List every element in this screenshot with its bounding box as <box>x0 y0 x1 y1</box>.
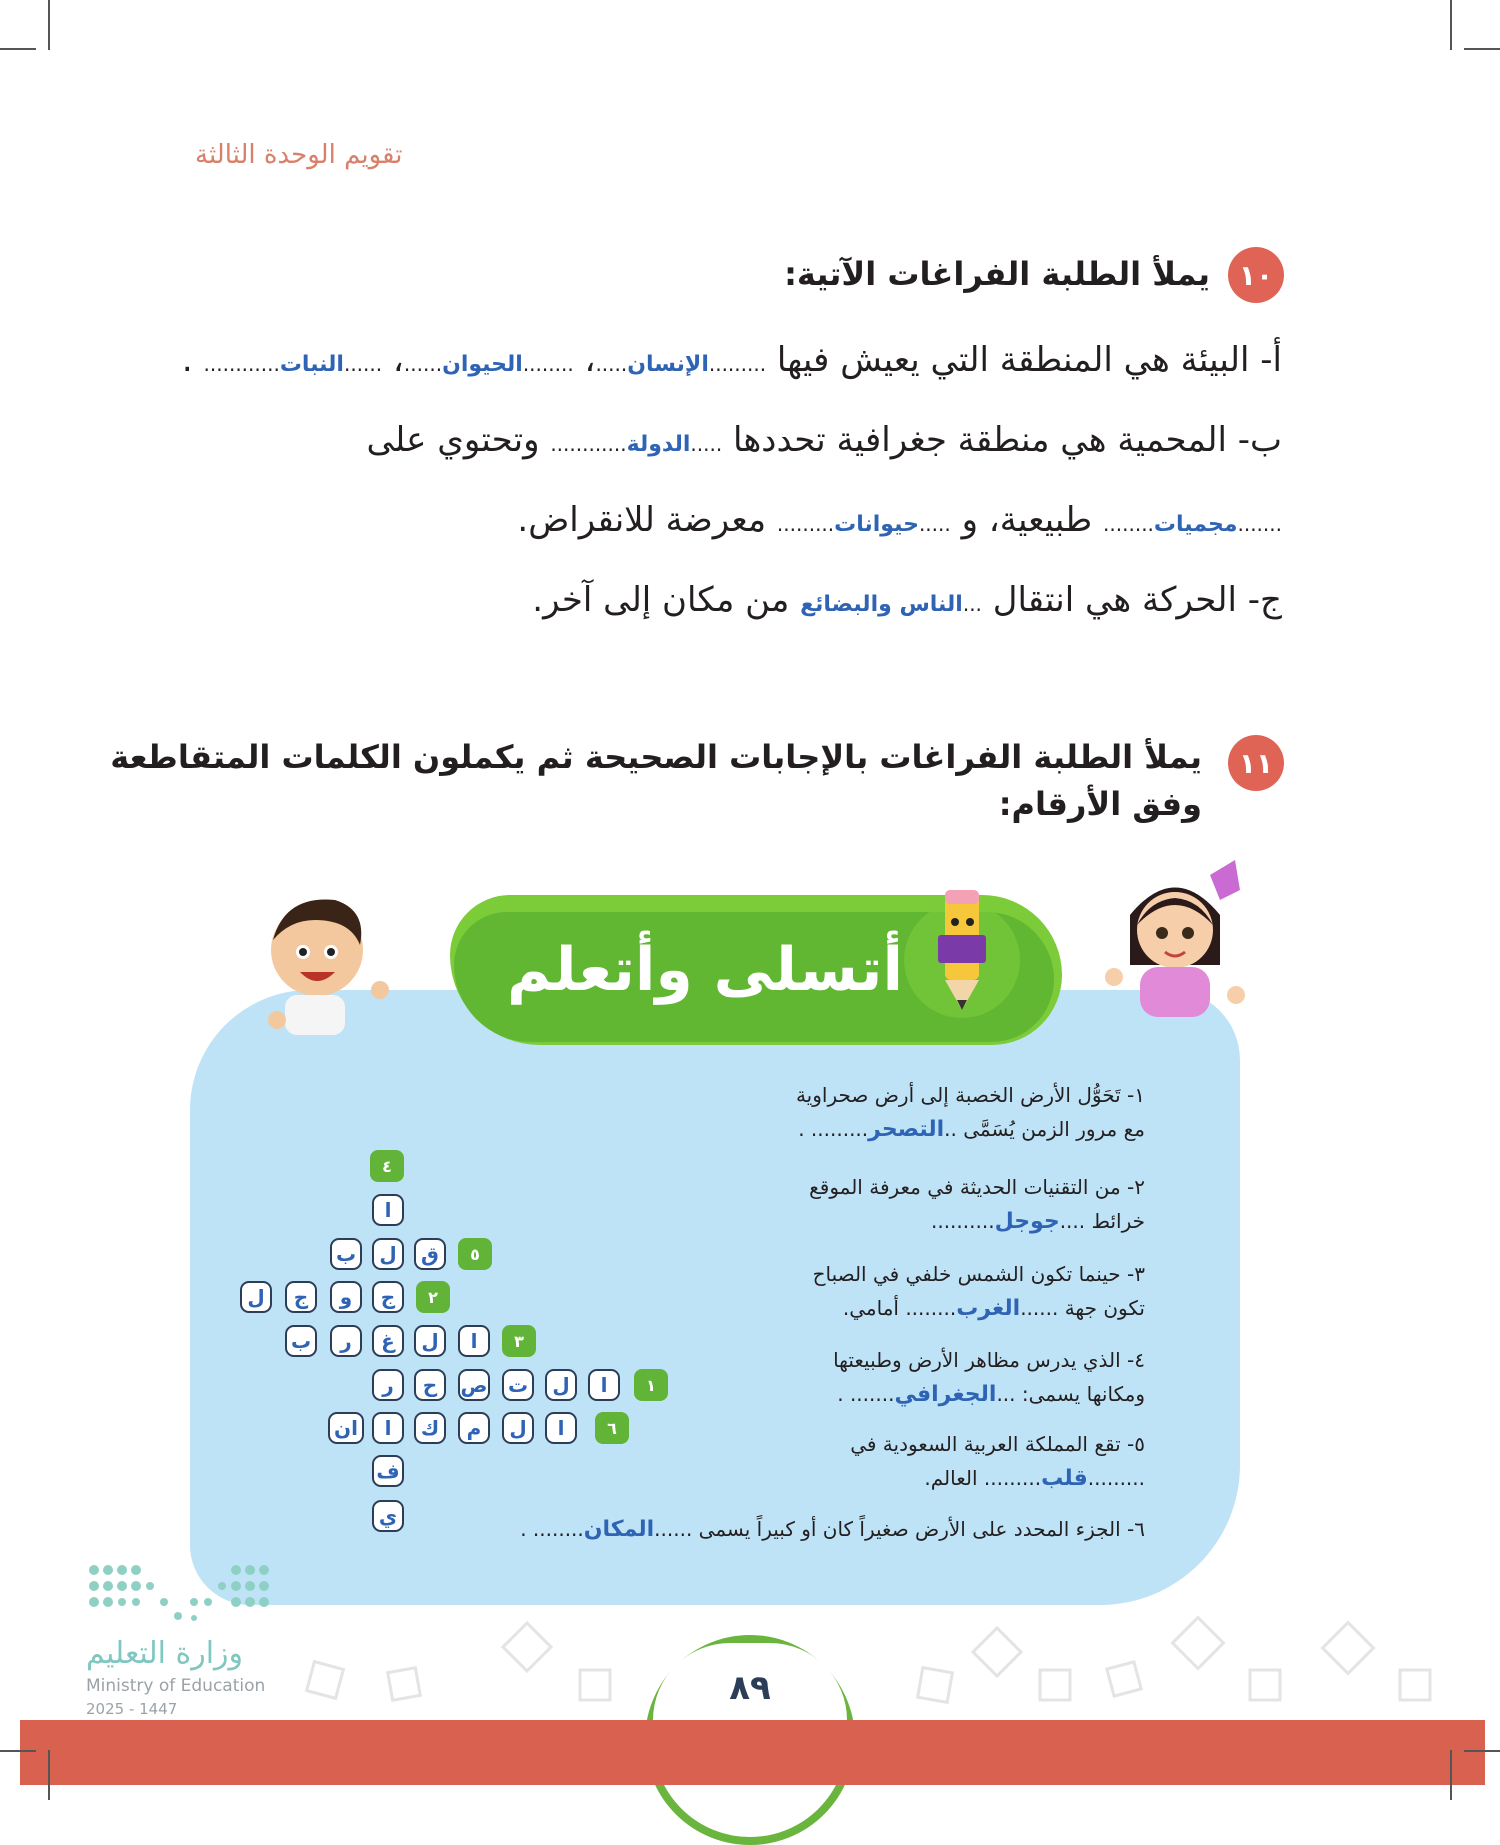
ministry-name-en: Ministry of Education <box>86 1676 266 1696</box>
question-title-line2: وفق الأرقام: <box>998 785 1202 823</box>
clue-6: ٦- الجزء المحدد على الأرض صغيراً كان أو كبيراً يسمى ......المكان........ . <box>520 1517 1145 1542</box>
crossword-cell[interactable]: ج <box>372 1281 404 1313</box>
ministry-year: 2025 - 1447 <box>86 1700 178 1718</box>
answer-plant: النبات <box>279 352 344 377</box>
crossword-cell[interactable]: غ <box>372 1325 404 1357</box>
crossword-number-tag: ١ <box>634 1369 668 1401</box>
crossword-cell[interactable]: ص <box>458 1369 490 1401</box>
crop-mark <box>0 48 36 50</box>
ministry-name-ar: وزارة التعليم <box>86 1636 244 1671</box>
clue-1-line1: ١- تَحَوُّل الأرض الخصبة إلى أرض صحراوية <box>795 1083 1145 1107</box>
footer-bar-front <box>20 1720 1485 1785</box>
sentence-b-suffix: معرضة للانقراض. <box>517 500 767 540</box>
crossword-cell[interactable]: ج <box>285 1281 317 1313</box>
clue-3-answer: الغرب <box>956 1296 1021 1321</box>
clue-5-answer: قلب <box>1041 1466 1088 1491</box>
clue-1: ١- تَحَوُّل الأرض الخصبة إلى أرض صحراوية مع مرور الزمن يُسَمَّى ..التصحر......... . <box>725 1078 1145 1147</box>
pencil-mascot-icon <box>900 880 1025 1030</box>
clue-2: ٢- من التقنيات الحديثة في معرفة الموقع خرائط ....جوجل.......... <box>725 1170 1145 1239</box>
clue-5-line2-end: العالم. <box>924 1466 978 1490</box>
question-title: يملأ الطلبة الفراغات الآتية: <box>784 255 1210 293</box>
crossword-cell[interactable]: ت <box>502 1369 534 1401</box>
crossword-cell[interactable]: ان <box>328 1412 364 1444</box>
clue-1-line2: مع مرور الزمن يُسَمَّى .. <box>944 1117 1145 1141</box>
clue-3-line1: ٣- حينما تكون الشمس خلفي في الصباح <box>812 1262 1145 1286</box>
question-title-line1: يملأ الطلبة الفراغات بالإجابات الصحيحة ثم يكملون الكلمات المتقاطعة <box>110 738 1202 776</box>
clue-3-line2-end: أمامي. <box>842 1296 899 1320</box>
crossword-cell[interactable]: ل <box>240 1281 272 1313</box>
answer-human: الإنسان <box>627 352 709 377</box>
decorative-pattern-icon <box>280 1610 1490 1720</box>
answer-people-goods: الناس والبضائع <box>800 592 963 617</box>
clue-6-text: ٦- الجزء المحدد على الأرض صغيراً كان أو كبيراً يسمى ...... <box>654 1517 1145 1541</box>
clue-4-line1: ٤- الذي يدرس مظاهر الأرض وطبيعتها <box>833 1348 1145 1372</box>
clue-2-line2: خرائط .... <box>1059 1209 1145 1233</box>
boy-character-icon <box>255 890 395 1040</box>
crop-mark <box>1450 0 1452 50</box>
activity-banner-title: أتسلى وأتعلم <box>506 935 904 1005</box>
clue-6-answer: المكان <box>583 1517 655 1542</box>
clue-5: ٥- تقع المملكة العربية السعودية في .........قلب......... العالم. <box>725 1427 1145 1496</box>
clue-1-answer: التصحر <box>868 1117 945 1142</box>
crossword-cell[interactable]: ا <box>545 1412 577 1444</box>
crossword-number-tag: ٦ <box>595 1412 629 1444</box>
sentence-a: أ- البيئة هي المنطقة التي يعيش فيها .........الإنسان.....، ........الحيوان......، ......النبات............ . <box>181 340 1282 380</box>
crossword-cell[interactable]: ف <box>372 1455 404 1487</box>
crossword-cell[interactable]: ب <box>330 1238 362 1270</box>
question-number-badge: ١١ <box>1228 735 1284 791</box>
crop-mark <box>1450 1750 1452 1800</box>
crossword-cell[interactable]: و <box>330 1281 362 1313</box>
crossword-cell[interactable]: ا <box>372 1194 404 1226</box>
crossword-cell[interactable]: ر <box>372 1369 404 1401</box>
crossword-cell[interactable]: ر <box>330 1325 362 1357</box>
sentence-c-text: ج- الحركة هي انتقال <box>992 580 1282 620</box>
sentence-a-text: أ- البيئة هي المنطقة التي يعيش فيها <box>776 340 1282 380</box>
answer-animal: الحيوان <box>442 352 523 377</box>
girl-character-icon <box>1100 855 1250 1025</box>
crossword-cell[interactable]: ل <box>372 1238 404 1270</box>
sentence-c: ج- الحركة هي انتقال ...الناس والبضائع من مكان إلى آخر. <box>532 580 1282 620</box>
crossword-cell[interactable]: ا <box>372 1412 404 1444</box>
crossword-cell[interactable]: ق <box>414 1238 446 1270</box>
sentence-b-middle: وتحتوي على <box>366 420 540 460</box>
clue-4-answer: الجغرافي <box>894 1382 997 1407</box>
running-head: تقويم الوحدة الثالثة <box>195 140 403 170</box>
crossword-cell[interactable]: ح <box>414 1369 446 1401</box>
sentence-b-line1: ب- المحمية هي منطقة جغرافية تحددها .....الدولة............ وتحتوي على <box>366 420 1282 460</box>
clue-5-line1: ٥- تقع المملكة العربية السعودية في <box>850 1432 1145 1456</box>
crop-mark <box>48 0 50 50</box>
crossword-cell[interactable]: ل <box>502 1412 534 1444</box>
crossword-cell[interactable]: ك <box>414 1412 446 1444</box>
clue-3-line2: تكون جهة ...... <box>1020 1296 1145 1320</box>
clue-4: ٤- الذي يدرس مظاهر الأرض وطبيعتها ومكانها يسمى: ...الجغرافي....... . <box>725 1343 1145 1412</box>
crossword-cell[interactable]: ب <box>285 1325 317 1357</box>
crossword-cell[interactable]: ل <box>414 1325 446 1357</box>
crossword-cell[interactable]: ا <box>588 1369 620 1401</box>
question-number-badge: ١٠ <box>1228 247 1284 303</box>
crossword-cell[interactable]: ل <box>545 1369 577 1401</box>
crossword-number-tag: ٤ <box>370 1150 404 1182</box>
ministry-logo-dots-icon <box>86 1560 276 1630</box>
crossword-number-tag: ٢ <box>416 1281 450 1313</box>
clue-3: ٣- حينما تكون الشمس خلفي في الصباح تكون جهة ......الغرب........ أمامي. <box>725 1257 1145 1326</box>
sentence-c-suffix: من مكان إلى آخر. <box>532 580 790 620</box>
crossword-number-tag: ٥ <box>458 1238 492 1270</box>
answer-animals: حيوانات <box>834 512 919 537</box>
sentence-b-text2: طبيعية، و <box>961 500 1093 540</box>
answer-groups: مجميات <box>1153 512 1238 537</box>
sentence-b-line2: .......مجميات........ طبيعية، و .....حيوانات......... معرضة للانقراض. <box>517 500 1282 540</box>
crossword-cell[interactable]: ي <box>372 1500 404 1532</box>
crop-mark <box>1464 1750 1500 1752</box>
clue-2-line1: ٢- من التقنيات الحديثة في معرفة الموقع <box>809 1175 1145 1199</box>
clue-4-line2: ومكانها يسمى: ... <box>996 1382 1145 1406</box>
crossword-cell[interactable]: م <box>458 1412 490 1444</box>
clue-2-answer: جوجل <box>994 1209 1060 1234</box>
page-number: ٨٩ <box>729 1668 771 1708</box>
crop-mark <box>1464 48 1500 50</box>
crossword-cell[interactable]: ا <box>458 1325 490 1357</box>
crop-mark <box>48 1750 50 1800</box>
answer-state: الدولة <box>626 432 691 457</box>
crop-mark <box>0 1750 36 1752</box>
crossword-number-tag: ٣ <box>502 1325 536 1357</box>
sentence-b-text: ب- المحمية هي منطقة جغرافية تحددها <box>733 420 1282 460</box>
